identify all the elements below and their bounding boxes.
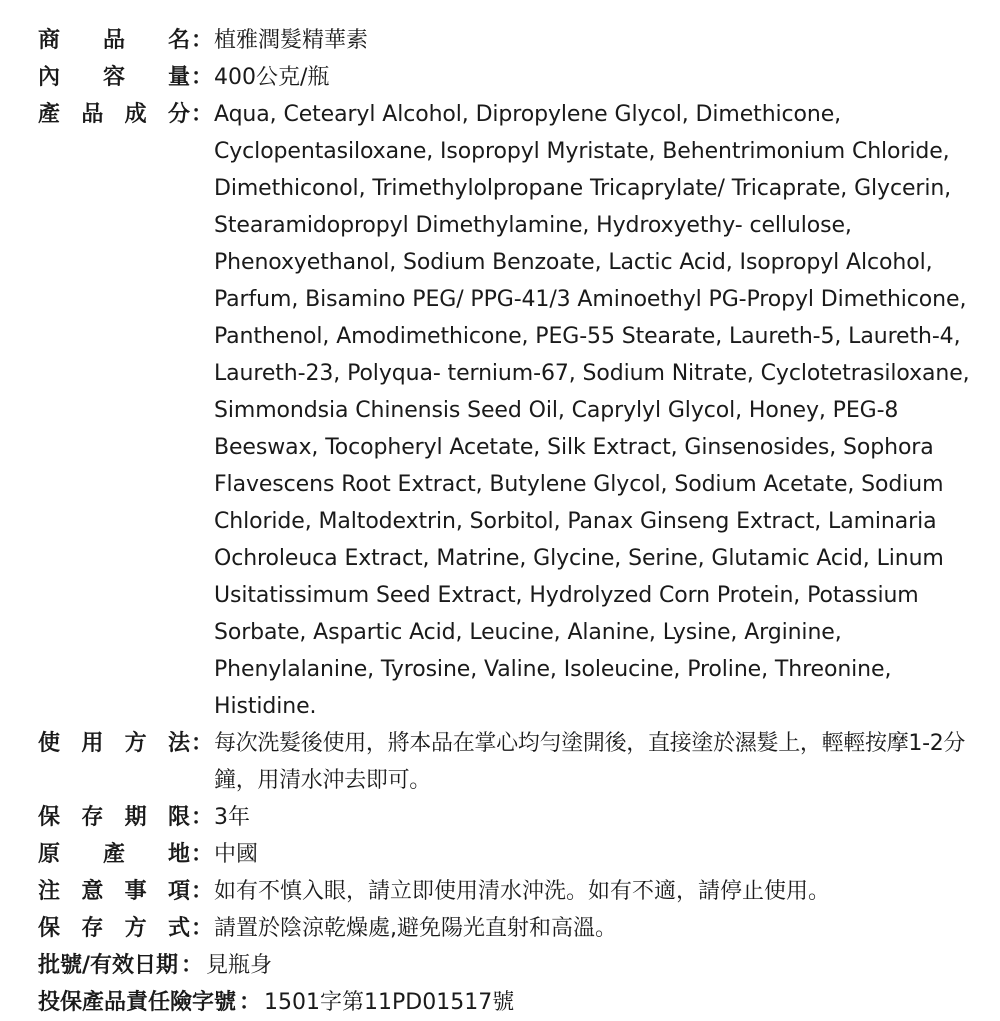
label-product-name [38, 22, 214, 59]
label-text: 產品成分 [38, 102, 190, 127]
label-colon: ： [190, 842, 213, 867]
label-text: 商品名 [38, 28, 190, 53]
row-insurance [38, 984, 983, 1021]
value-directions: 每次洗髮後使用，將本品在掌心均勻塗開後，直接塗於濕髮上，輕輕按摩1-2分鐘，用清水沖去即可。 [214, 731, 966, 793]
row-capacity [38, 59, 983, 96]
value-product-name: 植雅潤髮精華素 [214, 28, 369, 53]
label-colon: ： [190, 102, 213, 127]
row-ingredients [38, 96, 983, 725]
label-origin [38, 836, 214, 873]
label-text: 保存期限 [38, 805, 190, 830]
label-cautions [38, 873, 214, 910]
label-colon: ： [239, 990, 262, 1015]
value-ingredients: Aqua, Cetearyl Alcohol, Dipropylene Glycol, Dimethicone, Cyclopentasiloxane, Isopropyl Myristate, Behentrimonium Chloride, Dimethiconol, Trimethylolpropane Tricaprylate/ Tricaprate, Glycerin, Stearamidopropyl Dimethylamine, Hydroxyethy- cellulose, Phenoxyethanol, Sodium Benzoate, Lactic Acid, Isopropyl Alcohol, Parfum, Bisamino PEG/ PPG-41/3 Aminoethyl PG-Propyl Dimethicone, Panthenol, Amodimethicone, PEG-55 Stearate, Laureth-5, Laureth-4, Laureth-23, Polyqua- ternium-67, Sodium Nitrate, Cyclotetrasiloxane, Simmondsia Chinensis Seed Oil, Caprylyl Glycol, Honey, PEG-8 Beeswax, Tocopheryl Acetate, Silk Extract, Ginsenosides, Sophora Flavescens Root Extract, Butylene Glycol, Sodium Acetate, Sodium Chloride, Maltodextrin, Sorbitol, Panax Ginseng Extract, Laminaria Ochroleuca Extract, Matrine, Glycine, Serine, Glutamic Acid, Linum Usitatissimum Seed Extract, Hydrolyzed Corn Protein, Potassium Sorbate, Aspartic Acid, Leucine, Alanine, Lysine, Arginine, Phenylalanine, Tyrosine, Valine, Isoleucine, Proline, Threonine, Histidine. [214, 102, 970, 719]
label-colon: ： [190, 28, 213, 53]
label-text: 批號/有效日期 [38, 953, 179, 978]
label-text: 保存方式 [38, 916, 190, 941]
value-shelf-life: 3年 [214, 805, 250, 830]
label-ingredients [38, 96, 214, 133]
label-text: 注意事項 [38, 879, 190, 904]
value-capacity: 400公克/瓶 [214, 65, 330, 90]
label-colon: ： [181, 953, 204, 978]
label-capacity [38, 59, 214, 96]
label-text: 投保產品責任險字號 [38, 990, 237, 1015]
value-storage: 請置於陰涼乾燥處,避免陽光直射和高溫。 [214, 916, 617, 941]
label-batch-expiry [38, 947, 206, 984]
label-insurance [38, 984, 264, 1021]
product-label-sheet [38, 22, 983, 1021]
label-colon: ： [190, 805, 213, 830]
row-shelf-life [38, 799, 983, 836]
value-insurance: 1501字第11PD01517號 [264, 990, 515, 1015]
row-batch-expiry [38, 947, 983, 984]
value-cautions: 如有不慎入眼，請立即使用清水沖洗。如有不適，請停止使用。 [214, 879, 831, 904]
row-directions [38, 725, 983, 799]
label-shelf-life [38, 799, 214, 836]
row-storage [38, 910, 983, 947]
label-directions [38, 725, 214, 762]
row-cautions [38, 873, 983, 910]
label-colon: ： [190, 916, 213, 941]
row-origin [38, 836, 983, 873]
label-storage [38, 910, 214, 947]
label-colon: ： [190, 879, 213, 904]
label-text: 原產地 [38, 842, 190, 867]
label-text: 內容量 [38, 65, 190, 90]
row-product-name [38, 22, 983, 59]
label-colon: ： [190, 731, 213, 756]
label-text: 使用方法 [38, 731, 190, 756]
value-batch-expiry: 見瓶身 [206, 953, 273, 978]
value-origin: 中國 [214, 842, 259, 867]
label-colon: ： [190, 65, 213, 90]
